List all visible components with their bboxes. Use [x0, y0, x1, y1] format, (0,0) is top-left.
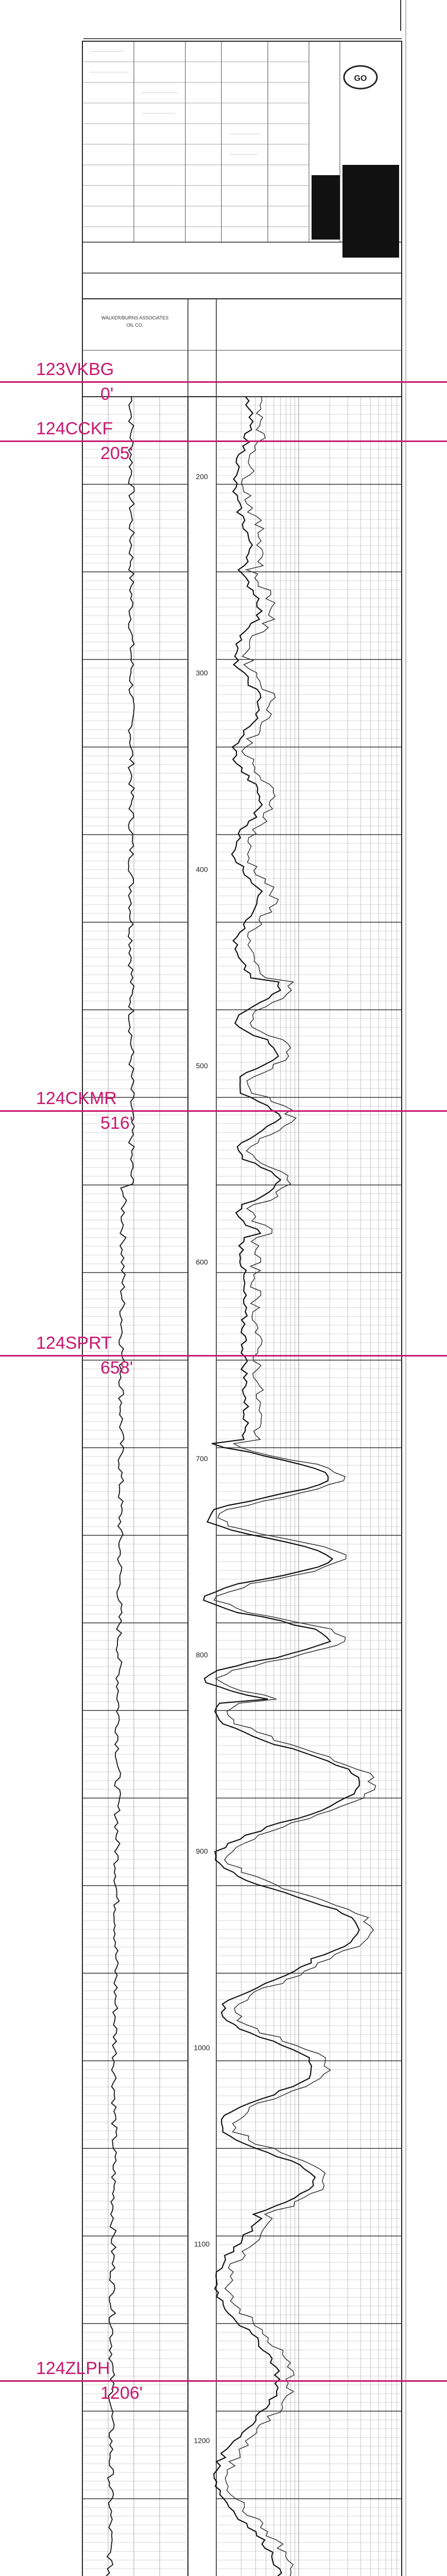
formation-marker-code: 124SPRT — [36, 1333, 112, 1353]
formation-marker-line — [0, 1355, 447, 1357]
resistivity-curve-shallow — [199, 397, 375, 2576]
depth-number: 1000 — [194, 2043, 210, 2052]
depth-number: 500 — [196, 1061, 208, 1070]
formation-marker-code: 124CCKF — [36, 419, 113, 438]
formation-marker-depth: 658' — [100, 1358, 133, 1378]
depth-scale — [194, 472, 210, 2576]
depth-number: 400 — [196, 865, 208, 874]
depth-number: 300 — [196, 669, 208, 677]
formation-marker-code: 123VKBG — [36, 360, 114, 379]
header-company: WALKER/BURNS ASSOCIATES — [101, 315, 169, 320]
depth-number: 900 — [196, 1847, 208, 1856]
formation-marker-depth: 1206' — [100, 2383, 143, 2403]
log-header — [82, 41, 402, 299]
formation-marker-code: 124CKMR — [36, 1089, 117, 1108]
resistivity-curve-deep — [187, 397, 359, 2576]
depth-number: 1100 — [194, 2240, 210, 2248]
depth-number: 800 — [196, 1651, 208, 1659]
formation-marker-depth: 0' — [100, 384, 114, 404]
depth-number: 700 — [196, 1454, 208, 1463]
formation-marker-line — [0, 2380, 447, 2382]
formation-marker-line — [0, 1110, 447, 1112]
formation-marker-depth: 516' — [100, 1113, 133, 1133]
depth-number: 200 — [196, 472, 208, 481]
svg-text:GO: GO — [354, 74, 367, 83]
formation-marker-depth: 205' — [100, 444, 133, 463]
sp-curve — [95, 397, 134, 2576]
depth-number: 600 — [196, 1258, 208, 1266]
formation-marker-line — [0, 440, 447, 442]
formation-marker-line — [0, 381, 447, 383]
formation-marker-code: 124ZLPH — [36, 2359, 110, 2378]
header-company-sub: OIL CO. — [126, 323, 144, 328]
depth-number: 1200 — [194, 2436, 210, 2445]
